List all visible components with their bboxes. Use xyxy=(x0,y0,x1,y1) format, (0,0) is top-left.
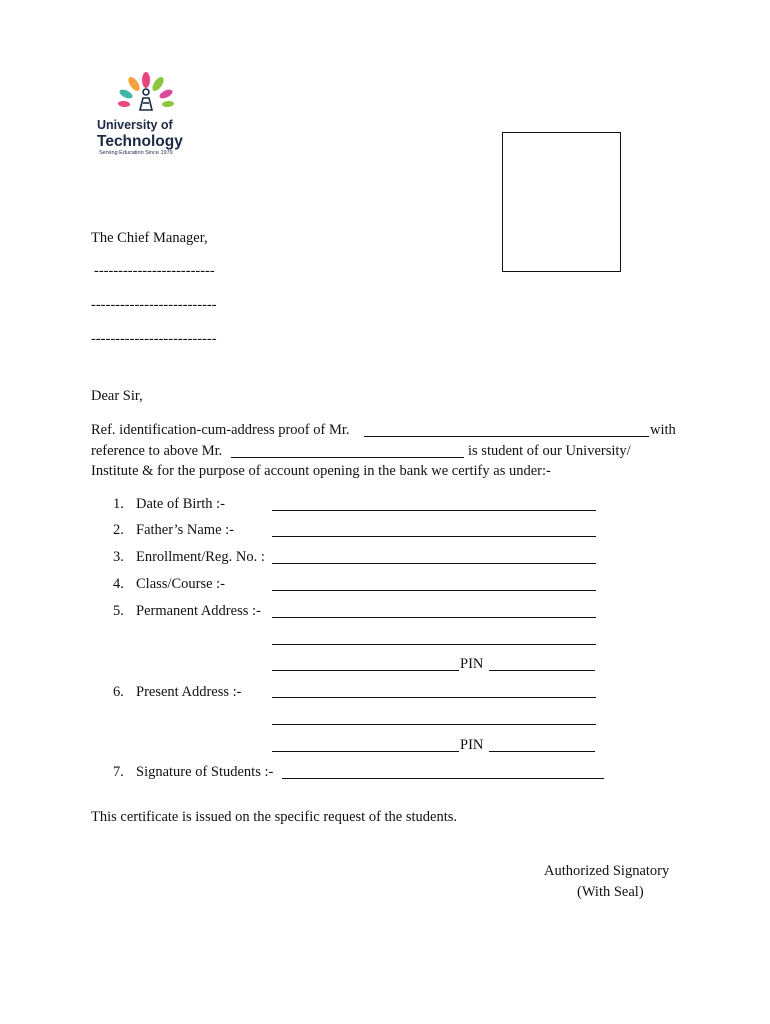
dob-field[interactable] xyxy=(272,510,596,511)
logo-petal xyxy=(118,88,134,100)
student-name-ref-field[interactable] xyxy=(231,457,464,458)
university-name-line1: University of xyxy=(97,118,173,132)
ref-line2-prefix: reference to above Mr. xyxy=(91,443,223,459)
field-number: 7. xyxy=(113,764,124,780)
permanent-address-line-3[interactable] xyxy=(272,670,459,671)
present-pin-label: PIN xyxy=(460,737,484,753)
field-number: 1. xyxy=(113,496,124,512)
university-name-line2: Technology xyxy=(97,132,183,150)
field-number: 4. xyxy=(113,576,124,592)
present-pin-field[interactable] xyxy=(489,751,595,752)
ref-line2-suffix: is student of our University/ xyxy=(468,443,631,459)
logo-petal xyxy=(158,88,174,100)
permanent-pin-label: PIN xyxy=(460,656,484,672)
present-address-line-3[interactable] xyxy=(272,751,459,752)
enrollment-field[interactable] xyxy=(272,563,596,564)
class-course-field[interactable] xyxy=(272,590,596,591)
logo-petal xyxy=(142,72,150,88)
recipient-title: The Chief Manager, xyxy=(91,230,208,246)
field-number: 2. xyxy=(113,522,124,538)
greeting: Dear Sir, xyxy=(91,388,143,404)
university-tagline: Serving Education Since 1979 xyxy=(99,150,173,156)
field-number: 3. xyxy=(113,549,124,565)
field-number: 6. xyxy=(113,684,124,700)
ref-line1-suffix: with xyxy=(650,422,676,438)
field-label-permanent-address: Permanent Address :- xyxy=(136,603,261,619)
authorized-signatory: Authorized Signatory xyxy=(544,863,670,879)
father-name-field[interactable] xyxy=(272,536,596,537)
permanent-address-line-2[interactable] xyxy=(272,644,596,645)
field-label-class-course: Class/Course :- xyxy=(136,576,226,592)
ref-line1-prefix: Ref. identification-cum-address proof of Mr. xyxy=(91,422,350,438)
address-blank-line-3[interactable]: -------------------------- xyxy=(91,331,217,347)
field-label-enrollment: Enrollment/Reg. No. : xyxy=(136,549,265,565)
field-number: 5. xyxy=(113,603,124,619)
field-label-signature: Signature of Students :- xyxy=(136,764,274,780)
photo-box[interactable] xyxy=(502,132,621,272)
present-address-line-2[interactable] xyxy=(272,724,596,725)
logo-petal xyxy=(126,75,142,93)
student-name-field[interactable] xyxy=(364,436,649,437)
field-label-father-name: Father’s Name :- xyxy=(136,522,234,538)
certificate-statement: This certificate is issued on the specific request of the students. xyxy=(91,809,458,825)
logo-petal xyxy=(118,100,130,107)
logo-petal xyxy=(150,75,166,93)
logo-petal xyxy=(162,100,174,107)
permanent-address-line-1[interactable] xyxy=(272,617,596,618)
address-blank-line-2[interactable]: -------------------------- xyxy=(91,297,217,313)
logo-figure-icon xyxy=(140,89,152,110)
with-seal-label: (With Seal) xyxy=(577,884,644,900)
student-signature-field[interactable] xyxy=(282,778,604,779)
ref-line3: Institute & for the purpose of account opening in the bank we certify as under:- xyxy=(91,463,551,479)
address-blank-line-1[interactable]: ------------------------- xyxy=(94,263,215,279)
field-label-dob: Date of Birth :- xyxy=(136,496,225,512)
permanent-pin-field[interactable] xyxy=(489,670,595,671)
field-label-present-address: Present Address :- xyxy=(136,684,242,700)
present-address-line-1[interactable] xyxy=(272,697,596,698)
university-name xyxy=(97,119,183,149)
